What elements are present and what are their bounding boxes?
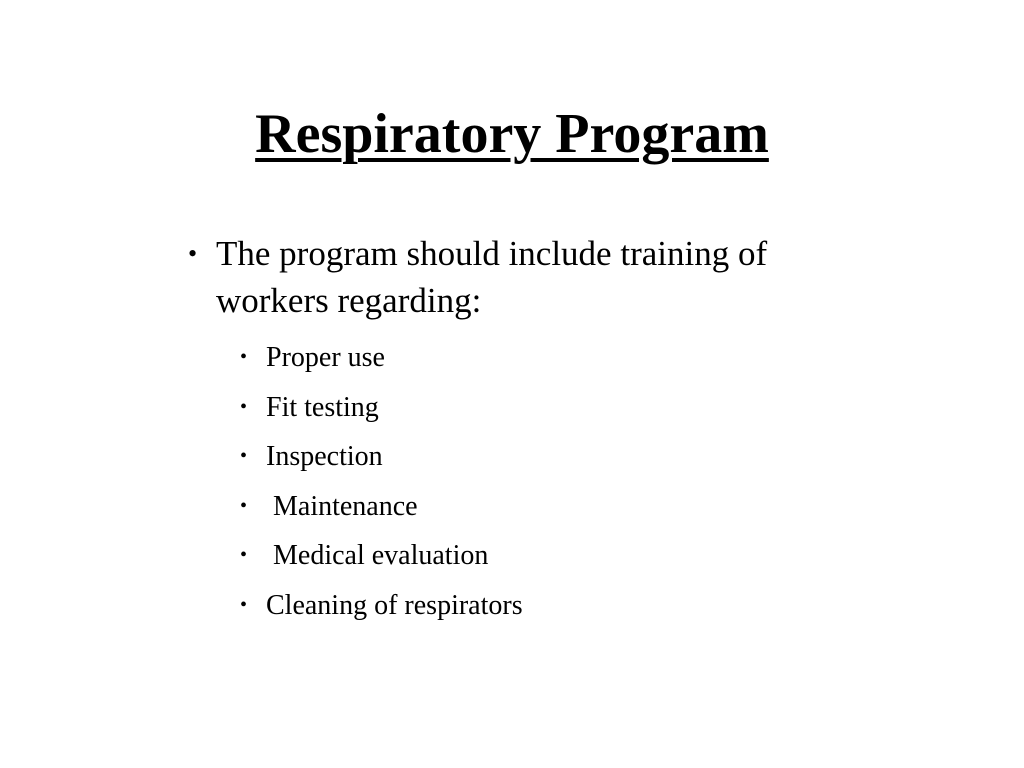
sub-bullet-item — [240, 432, 523, 482]
sub-bullet-item — [240, 581, 523, 631]
main-bullet — [188, 230, 888, 324]
slide-title-text: Respiratory Program — [255, 103, 769, 165]
sub-bullet-label: Inspection — [266, 441, 383, 472]
bullet-icon: • — [240, 445, 248, 467]
bullet-icon: • — [240, 593, 248, 616]
sub-bullet-item — [240, 482, 523, 532]
sub-bullet-label: Maintenance — [266, 490, 418, 522]
sub-bullet-item — [240, 333, 523, 383]
sub-bullet-label: Fit testing — [266, 391, 379, 423]
sub-bullet-label: Proper use — [266, 342, 385, 373]
slide-title — [0, 98, 1024, 170]
bullet-icon: • — [188, 239, 198, 268]
bullet-icon: • — [240, 346, 248, 368]
sub-bullet-label: Medical evaluation — [266, 540, 489, 571]
bullet-icon: • — [240, 544, 248, 566]
slide-body — [188, 230, 888, 621]
main-bullet-text: The program should include training of workers regarding: — [216, 234, 768, 320]
sub-bullet-label: Cleaning of respirators — [266, 589, 523, 621]
sub-bullet-list — [240, 333, 523, 630]
sub-bullet-item — [240, 383, 523, 433]
bullet-icon: • — [240, 395, 248, 418]
bullet-icon: • — [240, 494, 248, 517]
sub-bullet-item — [240, 531, 523, 581]
